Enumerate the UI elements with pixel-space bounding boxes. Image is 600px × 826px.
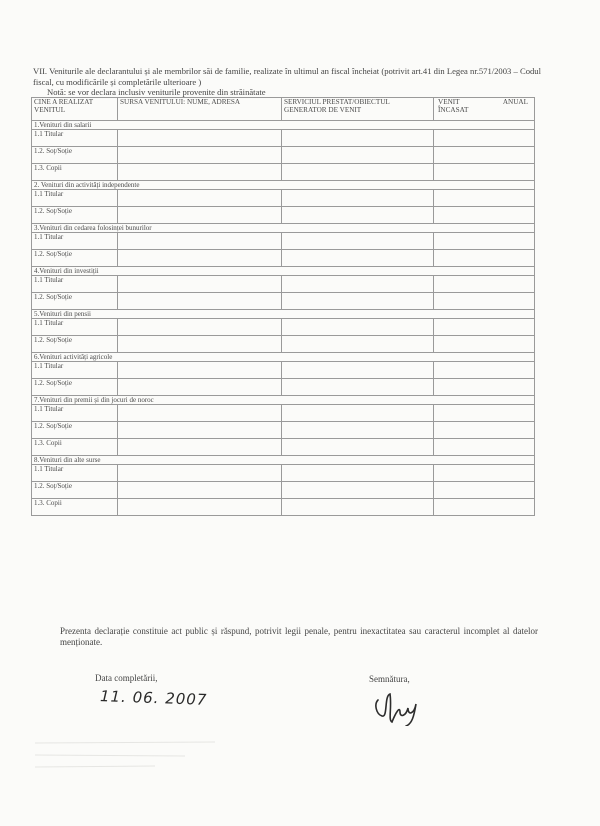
row-label: 1.1 Titular [32, 319, 118, 336]
section-heading [33, 66, 541, 98]
empty-cell [434, 164, 535, 181]
empty-cell [282, 499, 434, 516]
table-row [32, 319, 535, 336]
empty-cell [118, 319, 282, 336]
empty-cell [434, 130, 535, 147]
table-row [32, 499, 535, 516]
empty-cell [118, 147, 282, 164]
empty-cell [282, 164, 434, 181]
empty-cell [118, 422, 282, 439]
empty-cell [434, 250, 535, 267]
empty-cell [118, 190, 282, 207]
table-row [32, 190, 535, 207]
empty-cell [434, 405, 535, 422]
empty-cell [282, 405, 434, 422]
empty-cell [282, 362, 434, 379]
faint-bleedthrough [35, 735, 235, 775]
row-label: 1.2. Soț/Soție [32, 422, 118, 439]
table-row [32, 336, 535, 353]
empty-cell [434, 207, 535, 224]
section-title: 5.Venituri din pensii [32, 310, 535, 319]
header-source: SURSA VENITULUI: NUME, ADRESA [118, 98, 282, 121]
row-label: 1.2. Soț/Soție [32, 207, 118, 224]
empty-cell [434, 319, 535, 336]
header-who: CINE A REALIZAT VENITUL [32, 98, 118, 121]
empty-cell [118, 482, 282, 499]
section-row [32, 456, 535, 465]
header-amount-venit: VENIT [438, 98, 460, 106]
section-row [32, 224, 535, 233]
empty-cell [434, 362, 535, 379]
date-value: 11. 06. 2007 [99, 687, 208, 709]
header-amount-incasat: ÎNCASAT [438, 106, 469, 114]
table-row [32, 405, 535, 422]
row-label: 1.1 Titular [32, 190, 118, 207]
empty-cell [434, 379, 535, 396]
table-row [32, 439, 535, 456]
empty-cell [282, 233, 434, 250]
section-title: 2. Venituri din activități independente [32, 181, 535, 190]
empty-cell [434, 465, 535, 482]
table-row [32, 362, 535, 379]
empty-cell [118, 499, 282, 516]
income-table [31, 97, 535, 516]
empty-cell [434, 233, 535, 250]
empty-cell [282, 482, 434, 499]
empty-cell [118, 164, 282, 181]
empty-cell [282, 439, 434, 456]
empty-cell [282, 207, 434, 224]
section-title: 3.Venituri din cedarea folosinței bunurilor [32, 224, 535, 233]
row-label: 1.2. Soț/Soție [32, 482, 118, 499]
row-label: 1.2. Soț/Soție [32, 250, 118, 267]
row-label: 1.3. Copii [32, 164, 118, 181]
empty-cell [282, 465, 434, 482]
empty-cell [118, 293, 282, 310]
section-row [32, 181, 535, 190]
signature-label: Semnătura, [369, 674, 410, 684]
table-row [32, 465, 535, 482]
table-row [32, 164, 535, 181]
header-amount-anual: ANUAL [502, 98, 528, 106]
empty-cell [434, 190, 535, 207]
section-row [32, 353, 535, 362]
empty-cell [434, 293, 535, 310]
row-label: 1.1 Titular [32, 233, 118, 250]
row-label: 1.2. Soț/Soție [32, 379, 118, 396]
empty-cell [434, 336, 535, 353]
section-row [32, 396, 535, 405]
empty-cell [282, 336, 434, 353]
empty-cell [118, 405, 282, 422]
row-label: 1.1 Titular [32, 130, 118, 147]
empty-cell [118, 362, 282, 379]
empty-cell [434, 276, 535, 293]
section-title: 1.Venituri din salarii [32, 121, 535, 130]
row-label: 1.2. Soț/Soție [32, 147, 118, 164]
date-label: Data completării, [95, 673, 158, 683]
empty-cell [118, 379, 282, 396]
empty-cell [282, 379, 434, 396]
empty-cell [282, 293, 434, 310]
section-note: Notă: se vor declara inclusiv veniturile provenite din străinătate [47, 87, 266, 98]
table-row [32, 482, 535, 499]
empty-cell [282, 422, 434, 439]
table-row [32, 233, 535, 250]
header-amount [434, 98, 535, 121]
empty-cell [118, 336, 282, 353]
empty-cell [118, 439, 282, 456]
section-title: 6.Venituri activități agricole [32, 353, 535, 362]
header-service: SERVICIUL PRESTAT/OBIECTUL GENERATOR DE VENIT [282, 98, 434, 121]
section-title: 8.Venituri din alte surse [32, 456, 535, 465]
empty-cell [118, 276, 282, 293]
section-title: 7.Venituri din premii și din jocuri de noroc [32, 396, 535, 405]
row-label: 1.1 Titular [32, 276, 118, 293]
empty-cell [434, 147, 535, 164]
row-label: 1.1 Titular [32, 465, 118, 482]
empty-cell [118, 130, 282, 147]
table-row [32, 250, 535, 267]
table-row [32, 422, 535, 439]
empty-cell [118, 465, 282, 482]
row-label: 1.2. Soț/Soție [32, 293, 118, 310]
row-label: 1.3. Copii [32, 499, 118, 516]
empty-cell [434, 499, 535, 516]
empty-cell [282, 147, 434, 164]
empty-cell [282, 276, 434, 293]
section-row [32, 121, 535, 130]
table-row [32, 276, 535, 293]
row-label: 1.2. Soț/Soție [32, 336, 118, 353]
empty-cell [282, 130, 434, 147]
table-header-row [32, 98, 535, 121]
empty-cell [434, 422, 535, 439]
empty-cell [434, 482, 535, 499]
table-row [32, 207, 535, 224]
row-label: 1.3. Copii [32, 439, 118, 456]
table-row [32, 130, 535, 147]
table-row [32, 293, 535, 310]
empty-cell [118, 233, 282, 250]
section-row [32, 267, 535, 276]
section-title: VII. Veniturile ale declarantului și ale membrilor săi de familie, realizate în ultimul an fiscal încheiat (potrivit art.41 din Legea nr.571/2003 – Codul fiscal, cu modificările și completările ulterioare ) [33, 66, 541, 87]
closing-statement: Prezenta declarație constituie act public și răspund, potrivit legii penale, pentru inexactitatea sau caracterul incomplet al datelor menționate. [60, 626, 538, 647]
handwritten-signature [370, 686, 430, 726]
empty-cell [282, 319, 434, 336]
empty-cell [282, 190, 434, 207]
empty-cell [118, 250, 282, 267]
row-label: 1.1 Titular [32, 362, 118, 379]
table-row [32, 147, 535, 164]
empty-cell [434, 439, 535, 456]
row-label: 1.1 Titular [32, 405, 118, 422]
empty-cell [118, 207, 282, 224]
section-title: 4.Venituri din investiții [32, 267, 535, 276]
section-row [32, 310, 535, 319]
empty-cell [282, 250, 434, 267]
table-row [32, 379, 535, 396]
